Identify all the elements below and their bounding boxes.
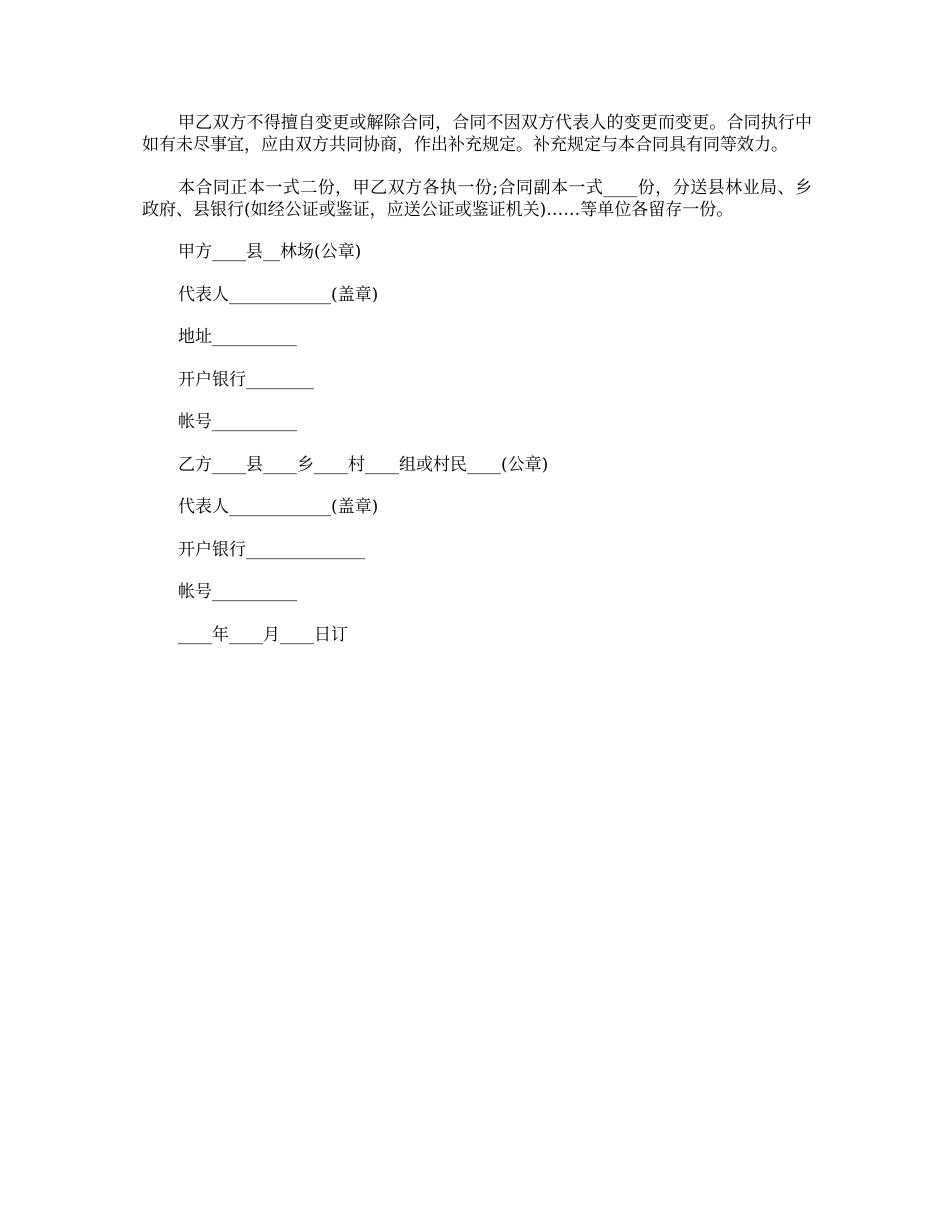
party-a-account: 帐号__________	[178, 412, 297, 432]
contract-clause-modification: 甲乙双方不得擅自变更或解除合同，合同不因双方代表人的变更而变更。合同执行中如有未尽事宜，应由双方共同协商，作出补充规定。补充规定与本合同具有同等效力。	[142, 113, 812, 155]
signature-block	[142, 241, 812, 646]
party-a-representative: 代表人____________(盖章)	[178, 284, 379, 305]
party-b-name: 乙方____县____乡____村____组或村民____(公章)	[178, 454, 549, 475]
party-b-bank: 开户银行______________	[178, 539, 365, 560]
party-a-name: 甲方____县__林场(公章)	[178, 242, 362, 262]
document-page	[142, 112, 812, 646]
contract-clause-copies: 本合同正本一式二份，甲乙双方各执一份;合同副本一式____份，分送县林业局、乡政府、县银行(如经公证或鉴证，应送公证或鉴证机关)……等单位各留存一份。	[142, 178, 812, 220]
party-a-address: 地址__________	[178, 327, 297, 347]
party-a-bank: 开户银行________	[178, 369, 314, 390]
party-b-account: 帐号__________	[178, 582, 297, 602]
signing-date: ____年____月____日订	[178, 624, 348, 645]
party-b-representative: 代表人____________(盖章)	[178, 497, 379, 517]
